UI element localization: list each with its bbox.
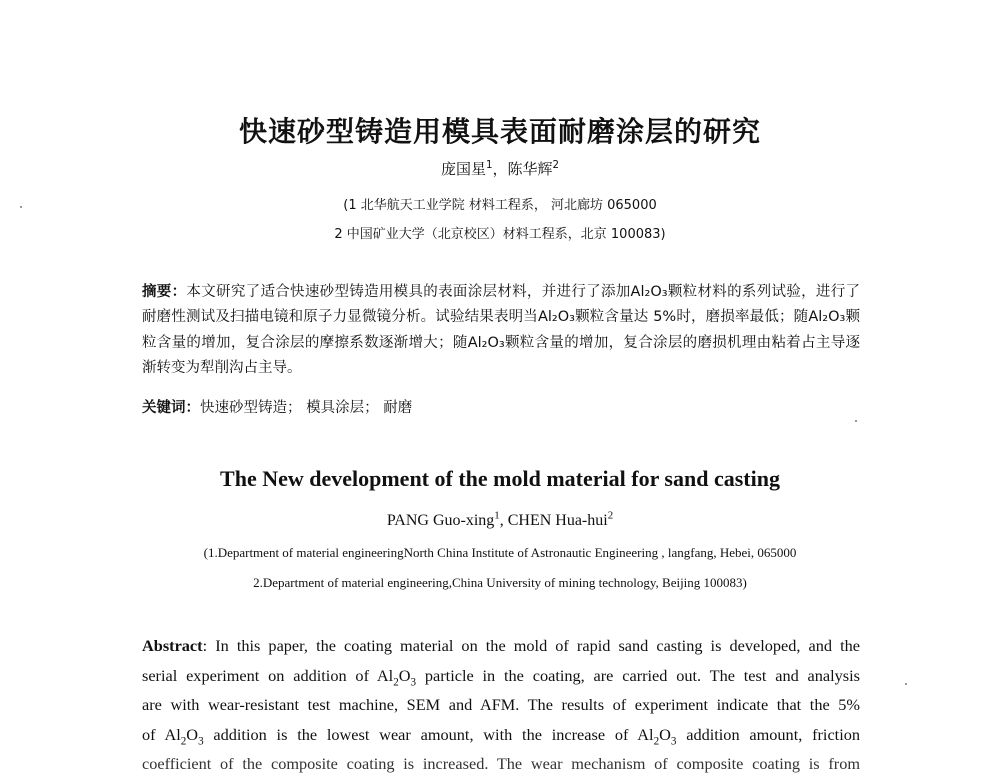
- abstract-line: [142, 749, 860, 779]
- scan-speck: [20, 206, 22, 208]
- abstract-line-text: addition is the lowest wear amount, with the increase of Al: [203, 724, 654, 744]
- keywords-text-chinese: 快速砂型铸造； 模具涂层； 耐磨: [200, 400, 413, 416]
- authors-english: [0, 509, 1000, 530]
- affiliation-2-english: 2.Department of material engineering,China University of mining technology, Beijing 100083): [253, 575, 747, 590]
- abstract-line-text: particle in the coating, are carried out. The test and analysis: [416, 665, 861, 685]
- subscript: 2: [393, 675, 399, 688]
- abstract-line-text: serial experiment on addition of Al: [142, 665, 394, 685]
- abstract-line-text: are with wear-resistant test machine, SEM and AFM. The results of experiment indicate that the 5%: [142, 695, 860, 714]
- abstract-chinese: [142, 280, 860, 382]
- abstract-line-text: coefficient of the composite coating is increased. The wear mechanism of composite coating is from: [142, 754, 860, 773]
- affiliation-1-english: (1.Department of material engineeringNorth China Institute of Astronautic Engineering , langfang, Hebei, 065000: [203, 545, 797, 560]
- abstract-line-text: O: [398, 665, 411, 685]
- paper-title-english: The New development of the mold material for sand casting: [220, 466, 780, 491]
- scan-speck: [905, 683, 907, 685]
- author-separator: ，: [492, 160, 508, 178]
- keywords-chinese: [142, 396, 860, 421]
- abstract-line: [142, 690, 860, 720]
- abstract-line-text: O: [659, 724, 671, 744]
- abstract-line-text: O: [186, 724, 199, 744]
- abstract-text-chinese: 本文研究了适合快速砂型铸造用模具的表面涂层材料，并进行了添加Al₂O₃颗粒材料的系列试验，进行了耐磨性测试及扫描电镜和原子力显微镜分析。试验结果表明当Al₂O₃颗粒含量达 5%时，磨损率最低；随Al₂O₃颗粒含量的增加，复合涂层的摩擦系数逐渐增大；随Al₂O₃颗粒含量的增加，复合涂层的磨损机理由粘着占主导逐渐转变为犁削沟占主导。: [142, 284, 861, 377]
- abstract-line-text: addition amount, friction: [676, 724, 860, 744]
- abstract-label-chinese: 摘要：: [142, 284, 187, 300]
- paper-title-chinese: 快速砂型铸造用模具表面耐磨涂层的研究: [238, 115, 761, 148]
- affiliation-1-chinese: (1 北华航天工业学院 材料工程系， 河北廊坊 065000: [343, 198, 657, 213]
- abstract-line: [142, 661, 860, 691]
- author-separator-en: ,: [499, 512, 508, 529]
- subscript: 2: [180, 734, 187, 747]
- author-1-affil-mark-en: 1: [494, 509, 500, 522]
- subscript: 3: [670, 734, 677, 747]
- author-2-english: CHEN Hua-hui: [507, 512, 608, 529]
- author-2-chinese: 陈华辉: [507, 160, 553, 178]
- author-2-affil-mark: 2: [552, 160, 559, 171]
- subscript: 3: [198, 734, 204, 747]
- abstract-line: [142, 720, 860, 750]
- subscript: 3: [410, 675, 417, 688]
- abstract-label-english: Abstract: [142, 636, 203, 655]
- subscript: 2: [653, 734, 660, 747]
- abstract-line-text: of Al: [142, 724, 181, 744]
- keywords-label-chinese: 关键词：: [142, 400, 200, 416]
- author-2-affil-mark-en: 2: [607, 509, 614, 522]
- author-1-chinese: 庞国星: [440, 160, 486, 178]
- affiliation-2-chinese: 2 中国矿业大学（北京校区）材料工程系，北京 100083): [334, 227, 666, 242]
- abstract-line: Abstract: In this paper, the coating material on the mold of rapid sand casting is developed, and the: [142, 636, 860, 655]
- author-1-affil-mark: 1: [486, 160, 493, 171]
- authors-chinese: [0, 158, 1000, 179]
- abstract-english: [142, 631, 860, 779]
- scan-speck: [855, 420, 857, 422]
- author-1-english: PANG Guo-xing: [386, 512, 495, 529]
- abstract-line-text: In this paper, the coating material on the mold of rapid sand casting is developed, and the: [215, 636, 860, 655]
